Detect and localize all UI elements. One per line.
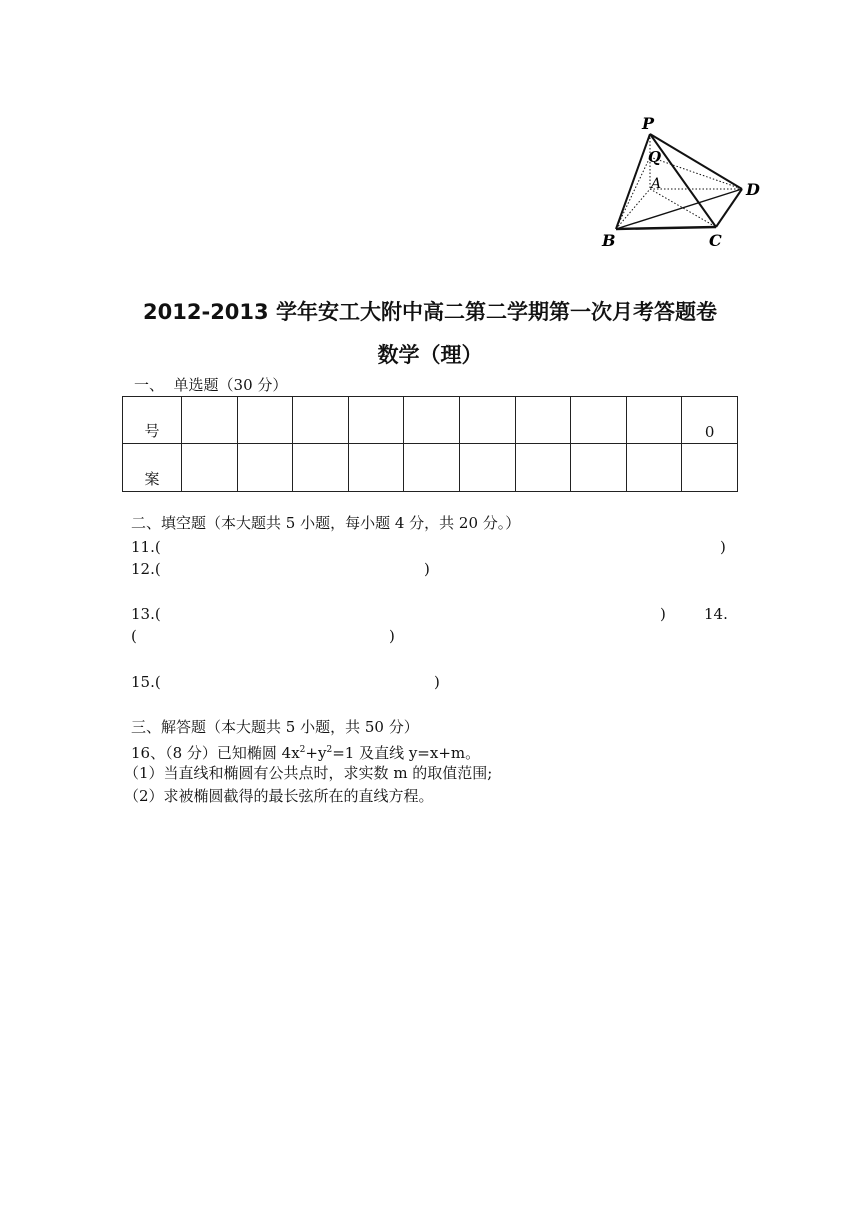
answer-cell[interactable] — [293, 444, 349, 492]
answer-cell[interactable] — [404, 444, 460, 492]
q16-text: 16、（8 分）已知椭圆 $4x^2+y^2=1$ 及直线 y=x+m。 — [131, 744, 481, 762]
q14-label: 14. — [704, 605, 728, 623]
q11-label: 11.( — [131, 538, 161, 556]
label-d: D — [746, 180, 760, 199]
label-q: Q — [648, 148, 662, 166]
answer-cell[interactable] — [682, 444, 738, 492]
pyramid-figure — [598, 112, 768, 252]
page-subtitle: 数学（理） — [377, 343, 483, 367]
q14-open: ( — [131, 627, 137, 645]
answer-cell-last[interactable]: 0 — [682, 397, 738, 444]
answer-cell[interactable] — [182, 444, 238, 492]
answer-cell[interactable] — [404, 397, 460, 444]
answer-table — [122, 396, 738, 492]
label-p: P — [642, 114, 655, 133]
answer-cell[interactable] — [459, 397, 515, 444]
q12-label: 12.( — [131, 560, 161, 578]
answer-cell[interactable] — [293, 397, 349, 444]
answer-cell[interactable] — [571, 397, 627, 444]
answer-cell[interactable] — [459, 444, 515, 492]
answer-cell[interactable] — [626, 397, 682, 444]
page-title: 2012-2013 学年安工大附中高二第二学期第一次月考答题卷 — [143, 300, 717, 324]
row-label-number: 号 — [123, 397, 182, 444]
q15-close: ) — [434, 673, 440, 691]
section3-heading: 三、解答题（本大题共 5 小题，共 50 分） — [131, 718, 419, 736]
answer-cell[interactable] — [182, 397, 238, 444]
answer-cell[interactable] — [237, 444, 293, 492]
label-c: C — [709, 231, 722, 250]
label-a: A — [651, 176, 662, 192]
q16-part1: （1）当直线和椭圆有公共点时，求实数 m 的取值范围; — [124, 764, 493, 782]
answer-cell[interactable] — [348, 444, 404, 492]
q12-close: ) — [424, 560, 430, 578]
answer-cell[interactable] — [515, 444, 571, 492]
answer-cell[interactable] — [237, 397, 293, 444]
q13-close: ) — [660, 605, 666, 623]
q13-label: 13.( — [131, 605, 161, 623]
answer-cell[interactable] — [626, 444, 682, 492]
label-b: B — [602, 231, 616, 250]
section1-heading: 一、 单选题（30 分） — [134, 376, 288, 394]
answer-cell[interactable] — [348, 397, 404, 444]
section2-heading: 二、填空题（本大题共 5 小题，每小题 4 分，共 20 分。） — [131, 514, 521, 532]
q15-label: 15.( — [131, 673, 161, 691]
q14-close: ) — [389, 627, 395, 645]
answer-cell[interactable] — [571, 444, 627, 492]
q16-part2: （2）求被椭圆截得的最长弦所在的直线方程。 — [124, 787, 434, 805]
q11-close: ) — [720, 538, 726, 556]
row-label-answer: 案 — [123, 444, 182, 492]
answer-cell[interactable] — [515, 397, 571, 444]
